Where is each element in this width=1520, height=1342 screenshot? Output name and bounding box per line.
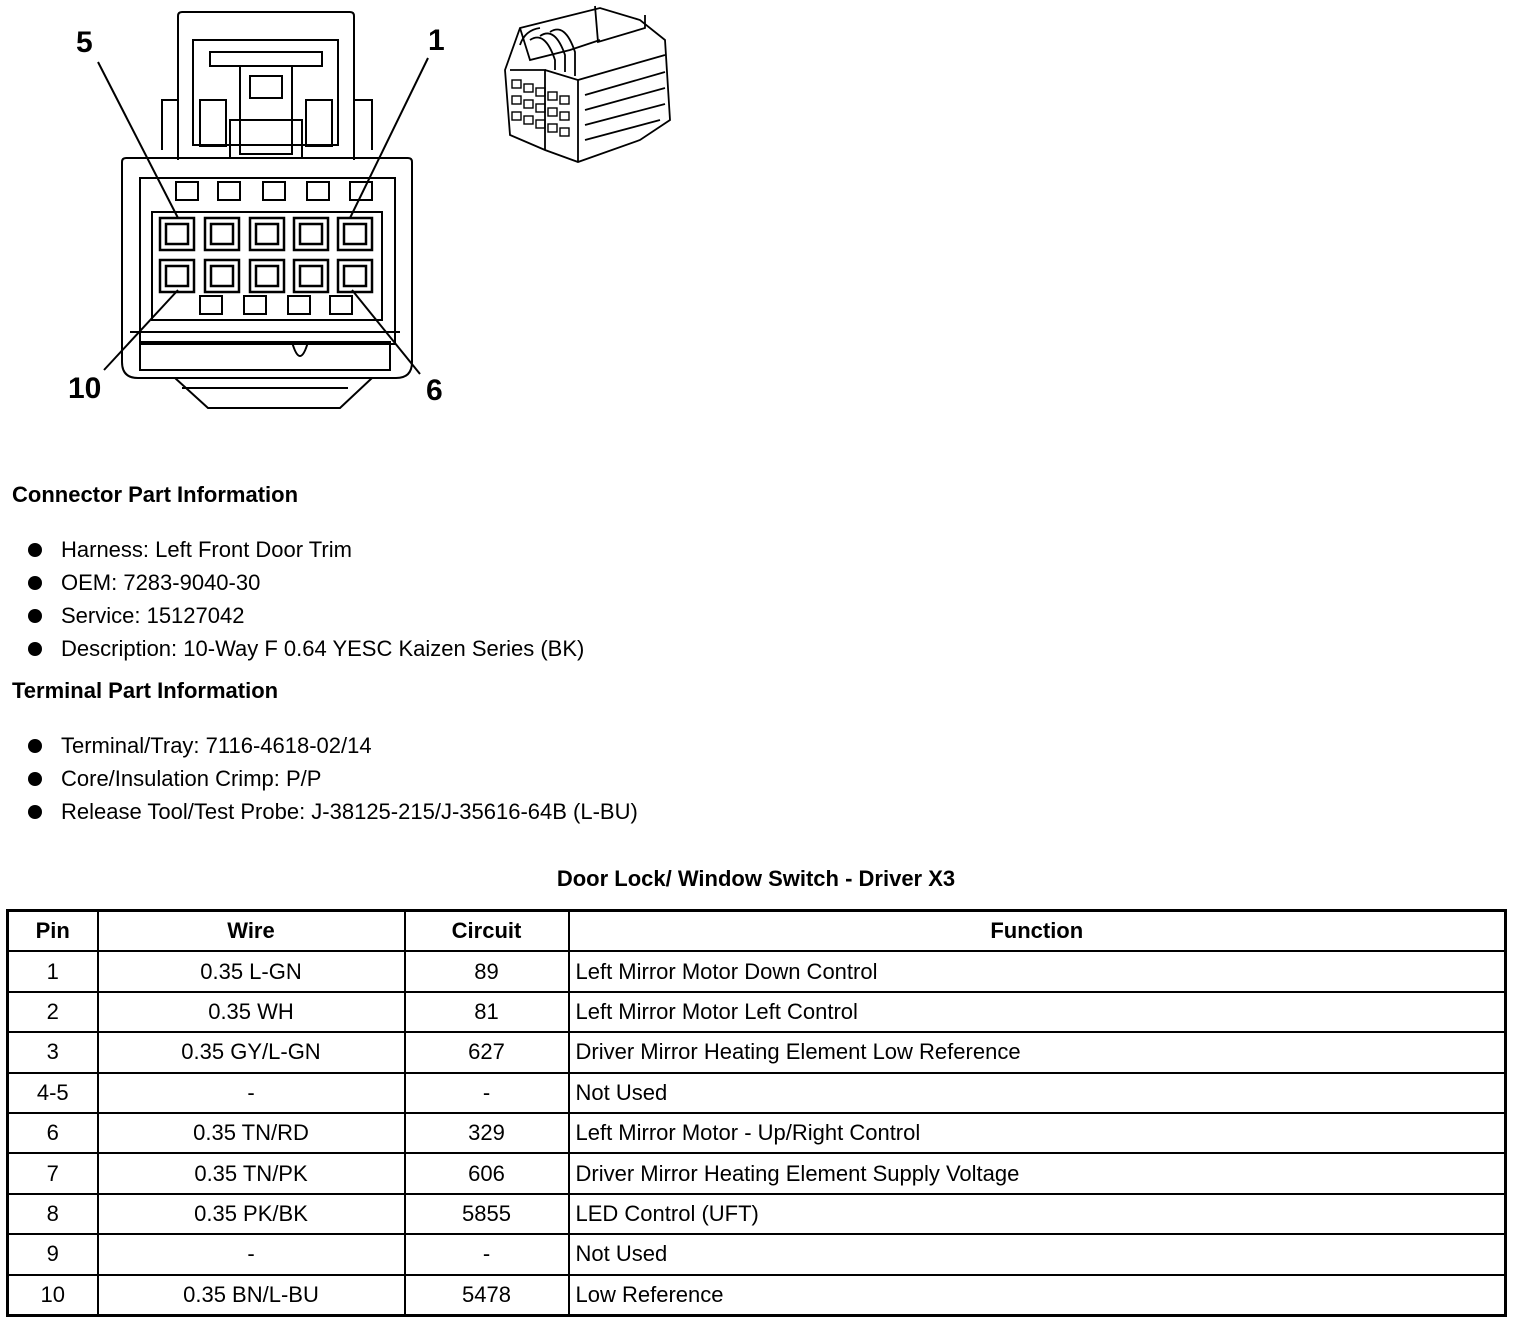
cell-pin: 3 xyxy=(8,1032,98,1072)
pin-label-6: 6 xyxy=(426,374,443,407)
cell-circuit: 81 xyxy=(405,992,569,1032)
table-row xyxy=(8,992,1506,1032)
table-row xyxy=(8,1234,1506,1274)
cell-wire: 0.35 GY/L-GN xyxy=(98,1032,405,1072)
pin-label-1: 1 xyxy=(428,24,445,57)
cell-wire: 0.35 BN/L-BU xyxy=(98,1275,405,1316)
cell-wire: 0.35 WH xyxy=(98,992,405,1032)
column-header-function: Function xyxy=(569,911,1506,952)
pinout-table xyxy=(6,909,1507,1317)
cell-function: Left Mirror Motor - Up/Right Control xyxy=(569,1113,1506,1153)
cell-circuit: 89 xyxy=(405,951,569,991)
connector-info-list xyxy=(28,533,584,665)
column-header-wire: Wire xyxy=(98,911,405,952)
connector-info-heading: Connector Part Information xyxy=(12,482,299,507)
cell-wire: - xyxy=(98,1234,405,1274)
list-item: Description: 10-Way F 0.64 YESC Kaizen Series (BK) xyxy=(28,632,584,665)
cell-pin: 2 xyxy=(8,992,98,1032)
table-row xyxy=(8,951,1506,991)
terminal-info-list xyxy=(28,729,638,828)
cell-wire: 0.35 TN/RD xyxy=(98,1113,405,1153)
pin-label-10: 10 xyxy=(68,372,102,405)
list-item: Service: 15127042 xyxy=(28,599,584,632)
cell-pin: 4-5 xyxy=(8,1073,98,1113)
list-item: Release Tool/Test Probe: J-38125-215/J-35616-64B (L-BU) xyxy=(28,795,638,828)
cell-wire: 0.35 PK/BK xyxy=(98,1194,405,1234)
cell-circuit: 5855 xyxy=(405,1194,569,1234)
cell-wire: - xyxy=(98,1073,405,1113)
cell-function: Not Used xyxy=(569,1234,1506,1274)
bullet-icon xyxy=(28,642,42,656)
cell-function: Left Mirror Motor Left Control xyxy=(569,992,1506,1032)
table-row xyxy=(8,1113,1506,1153)
cell-wire: 0.35 L-GN xyxy=(98,951,405,991)
table-row xyxy=(8,1032,1506,1072)
column-header-pin: Pin xyxy=(8,911,98,952)
bullet-icon xyxy=(28,576,42,590)
cell-function: Driver Mirror Heating Element Supply Voltage xyxy=(569,1153,1506,1193)
cell-function: Not Used xyxy=(569,1073,1506,1113)
cell-circuit: 5478 xyxy=(405,1275,569,1316)
table-title: Door Lock/ Window Switch - Driver X3 xyxy=(556,866,956,891)
cell-circuit: - xyxy=(405,1234,569,1274)
table-row xyxy=(8,1073,1506,1113)
cell-pin: 6 xyxy=(8,1113,98,1153)
list-item: Core/Insulation Crimp: P/P xyxy=(28,762,638,795)
terminal-info-heading: Terminal Part Information xyxy=(12,678,279,703)
cell-pin: 10 xyxy=(8,1275,98,1316)
list-item: Terminal/Tray: 7116-4618-02/14 xyxy=(28,729,638,762)
table-header-row xyxy=(8,911,1506,952)
cell-pin: 9 xyxy=(8,1234,98,1274)
column-header-circuit: Circuit xyxy=(405,911,569,952)
cell-function: Low Reference xyxy=(569,1275,1506,1316)
cell-circuit: 627 xyxy=(405,1032,569,1072)
cell-pin: 1 xyxy=(8,951,98,991)
bullet-icon xyxy=(28,772,42,786)
cell-circuit: 329 xyxy=(405,1113,569,1153)
cell-pin: 7 xyxy=(8,1153,98,1193)
cell-function: Driver Mirror Heating Element Low Reference xyxy=(569,1032,1506,1072)
bullet-icon xyxy=(28,739,42,753)
cell-wire: 0.35 TN/PK xyxy=(98,1153,405,1193)
list-item: Harness: Left Front Door Trim xyxy=(28,533,584,566)
table-row xyxy=(8,1275,1506,1316)
cell-function: Left Mirror Motor Down Control xyxy=(569,951,1506,991)
cell-pin: 8 xyxy=(8,1194,98,1234)
pin-label-5: 5 xyxy=(76,26,93,59)
cell-circuit: 606 xyxy=(405,1153,569,1193)
table-row xyxy=(8,1194,1506,1234)
bullet-icon xyxy=(28,609,42,623)
list-item: OEM: 7283-9040-30 xyxy=(28,566,584,599)
table-row xyxy=(8,1153,1506,1193)
connector-diagram xyxy=(0,0,700,430)
bullet-icon xyxy=(28,805,42,819)
cell-function: LED Control (UFT) xyxy=(569,1194,1506,1234)
cell-circuit: - xyxy=(405,1073,569,1113)
bullet-icon xyxy=(28,543,42,557)
